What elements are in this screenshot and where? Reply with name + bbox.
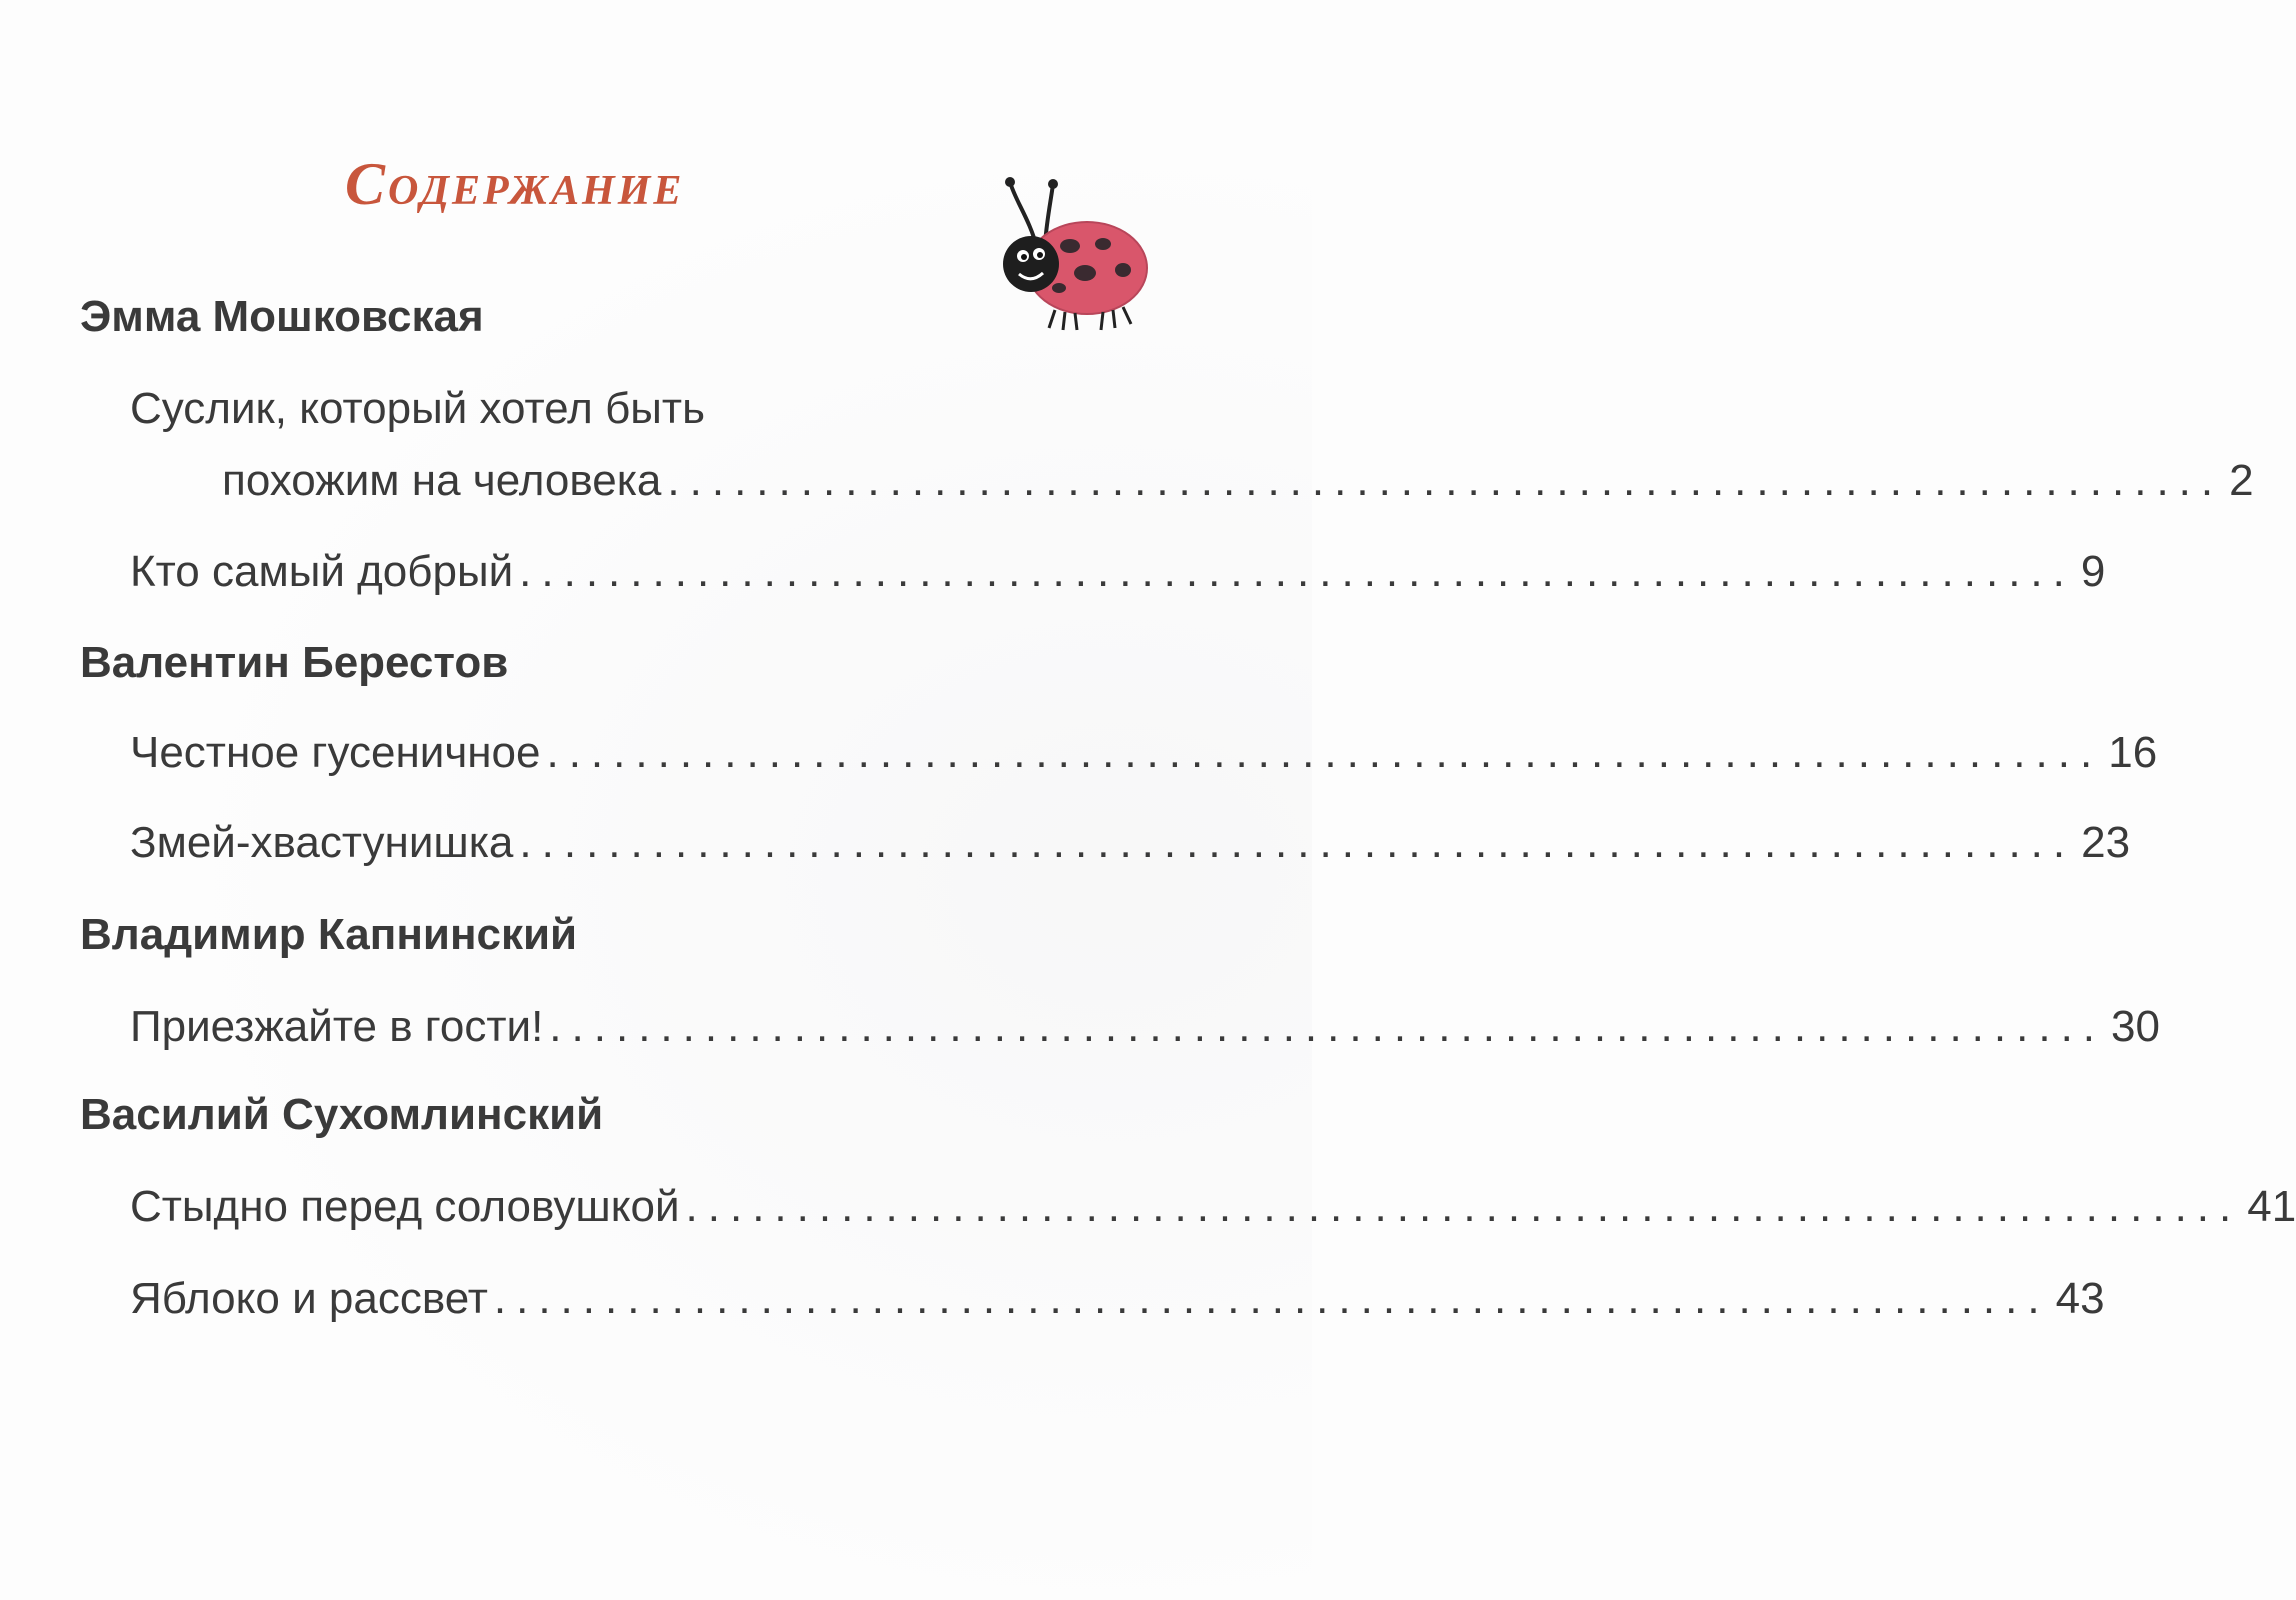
leader-dots: ......................................................................: [667, 456, 2224, 505]
leader-dots: ......................................................................: [519, 818, 2076, 867]
entry-title: Змей-хвастунишка: [130, 818, 514, 867]
page-number: 9: [2080, 547, 2106, 596]
leader-dots: ......................................................................: [546, 728, 2103, 777]
author-heading: Эмма Мошковская: [80, 292, 484, 341]
entry-title: похожим на человека: [222, 456, 662, 505]
entry-title-line: Суслик, который хотел быть: [130, 384, 705, 433]
author-heading: Василий Сухомлинский: [80, 1090, 604, 1139]
page-number: 2: [2229, 456, 2254, 505]
entry-title: Честное гусеничное: [130, 728, 541, 777]
page-number: 16: [2108, 728, 2158, 777]
entry-title: Приезжайте в гости!: [130, 1002, 544, 1051]
leader-dots: ......................................................................: [493, 1274, 2050, 1323]
toc-entry[interactable]: [130, 547, 2106, 597]
page-number: 41: [2247, 1182, 2296, 1231]
leader-dots: ......................................................................: [549, 1002, 2106, 1051]
toc-entry[interactable]: [130, 728, 2158, 778]
page-number: 23: [2081, 818, 2131, 867]
page-title: Содержание: [345, 151, 685, 217]
ladybug-icon: [985, 170, 1155, 340]
author-heading: Владимир Капнинский: [80, 910, 578, 959]
toc-entry[interactable]: [130, 818, 2131, 868]
page-number: 43: [2055, 1274, 2105, 1323]
entry-title: Стыдно перед соловушкой: [130, 1182, 680, 1231]
leader-dots: ......................................................................: [519, 547, 2075, 596]
author-heading: Валентин Берестов: [80, 638, 509, 687]
toc-entry[interactable]: [130, 1002, 2160, 1052]
toc-entry[interactable]: [222, 456, 2254, 506]
leader-dots: ......................................................................: [685, 1182, 2242, 1231]
toc-entry[interactable]: [130, 1274, 2105, 1324]
toc-entry[interactable]: [130, 1182, 2296, 1232]
entry-title: Кто самый добрый: [130, 547, 514, 596]
entry-title: Яблоко и рассвет: [130, 1274, 488, 1323]
page-number: 30: [2111, 1002, 2160, 1051]
